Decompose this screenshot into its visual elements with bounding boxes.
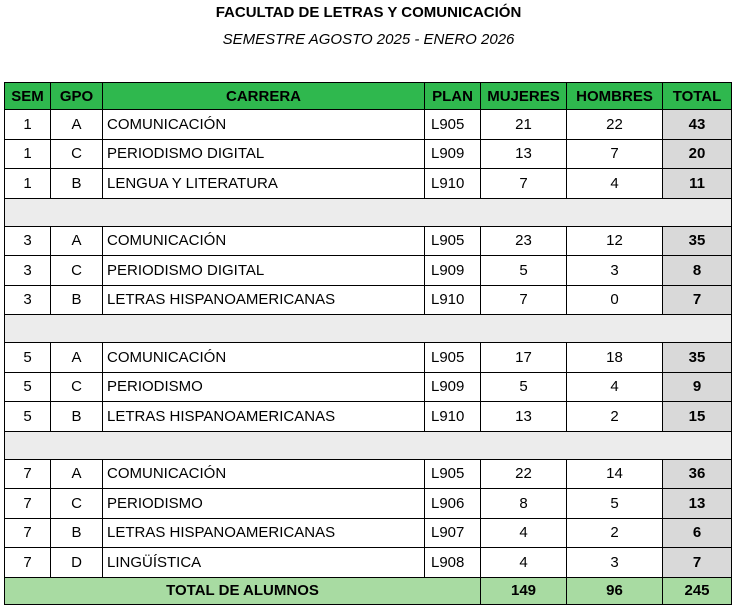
cell-plan: L910 xyxy=(425,285,481,315)
cell-plan: L905 xyxy=(425,459,481,489)
cell-mujeres: 13 xyxy=(481,402,567,432)
cell-gpo: A xyxy=(51,226,103,256)
cell-gpo: A xyxy=(51,343,103,373)
cell-gpo: B xyxy=(51,285,103,315)
cell-total: 9 xyxy=(663,372,732,402)
cell-hombres: 22 xyxy=(567,110,663,140)
cell-mujeres: 8 xyxy=(481,489,567,519)
table-row xyxy=(5,489,732,519)
cell-gpo: A xyxy=(51,459,103,489)
cell-total: 35 xyxy=(663,343,732,373)
table-row xyxy=(5,139,732,169)
totals-hombres: 96 xyxy=(567,577,663,604)
cell-plan: L910 xyxy=(425,169,481,199)
cell-sem: 7 xyxy=(5,489,51,519)
cell-sem: 7 xyxy=(5,548,51,578)
header-row xyxy=(5,83,732,110)
cell-mujeres: 5 xyxy=(481,256,567,286)
cell-carrera: COMUNICACIÓN xyxy=(103,110,425,140)
header-gpo: GPO xyxy=(51,83,103,110)
cell-plan: L909 xyxy=(425,256,481,286)
header-total: TOTAL xyxy=(663,83,732,110)
cell-carrera: LENGUA Y LITERATURA xyxy=(103,169,425,199)
enrollment-table xyxy=(4,82,732,605)
cell-carrera: COMUNICACIÓN xyxy=(103,226,425,256)
cell-sem: 3 xyxy=(5,226,51,256)
cell-mujeres: 17 xyxy=(481,343,567,373)
cell-plan: L910 xyxy=(425,402,481,432)
cell-gpo: D xyxy=(51,548,103,578)
separator-row xyxy=(5,431,732,459)
cell-carrera: COMUNICACIÓN xyxy=(103,459,425,489)
separator-cell xyxy=(5,315,732,343)
cell-carrera: LETRAS HISPANOAMERICANAS xyxy=(103,518,425,548)
cell-total: 8 xyxy=(663,256,732,286)
cell-hombres: 4 xyxy=(567,169,663,199)
cell-total: 20 xyxy=(663,139,732,169)
cell-total: 7 xyxy=(663,548,732,578)
cell-plan: L905 xyxy=(425,343,481,373)
cell-gpo: A xyxy=(51,110,103,140)
cell-hombres: 7 xyxy=(567,139,663,169)
cell-carrera: LETRAS HISPANOAMERICANAS xyxy=(103,402,425,432)
table-row xyxy=(5,256,732,286)
cell-mujeres: 5 xyxy=(481,372,567,402)
cell-total: 13 xyxy=(663,489,732,519)
header-carrera: CARRERA xyxy=(103,83,425,110)
cell-sem: 7 xyxy=(5,459,51,489)
header-plan: PLAN xyxy=(425,83,481,110)
cell-carrera: LINGÜÍSTICA xyxy=(103,548,425,578)
cell-plan: L909 xyxy=(425,139,481,169)
cell-mujeres: 4 xyxy=(481,518,567,548)
cell-gpo: C xyxy=(51,372,103,402)
table-row xyxy=(5,372,732,402)
separator-cell xyxy=(5,431,732,459)
cell-sem: 7 xyxy=(5,518,51,548)
cell-total: 43 xyxy=(663,110,732,140)
header-sem: SEM xyxy=(5,83,51,110)
document-title: FACULTAD DE LETRAS Y COMUNICACIÓN xyxy=(215,4,522,21)
cell-plan: L906 xyxy=(425,489,481,519)
cell-carrera: PERIODISMO DIGITAL xyxy=(103,256,425,286)
cell-mujeres: 13 xyxy=(481,139,567,169)
table-row xyxy=(5,459,732,489)
table-row xyxy=(5,110,732,140)
cell-hombres: 14 xyxy=(567,459,663,489)
cell-gpo: C xyxy=(51,139,103,169)
cell-hombres: 3 xyxy=(567,256,663,286)
cell-carrera: PERIODISMO xyxy=(103,489,425,519)
cell-carrera: PERIODISMO xyxy=(103,372,425,402)
cell-sem: 1 xyxy=(5,110,51,140)
cell-total: 11 xyxy=(663,169,732,199)
cell-hombres: 2 xyxy=(567,402,663,432)
cell-gpo: C xyxy=(51,256,103,286)
cell-total: 6 xyxy=(663,518,732,548)
totals-label: TOTAL DE ALUMNOS xyxy=(5,577,481,604)
totals-mujeres: 149 xyxy=(481,577,567,604)
cell-plan: L905 xyxy=(425,110,481,140)
table-row xyxy=(5,343,732,373)
document-subtitle: SEMESTRE AGOSTO 2025 - ENERO 2026 xyxy=(222,31,515,48)
cell-mujeres: 4 xyxy=(481,548,567,578)
cell-plan: L909 xyxy=(425,372,481,402)
cell-hombres: 18 xyxy=(567,343,663,373)
table-row xyxy=(5,402,732,432)
cell-plan: L908 xyxy=(425,548,481,578)
header-mujeres: MUJERES xyxy=(481,83,567,110)
separator-cell xyxy=(5,198,732,226)
cell-total: 35 xyxy=(663,226,732,256)
header-hombres: HOMBRES xyxy=(567,83,663,110)
separator-row xyxy=(5,198,732,226)
table-row xyxy=(5,226,732,256)
cell-carrera: PERIODISMO DIGITAL xyxy=(103,139,425,169)
cell-total: 7 xyxy=(663,285,732,315)
cell-hombres: 3 xyxy=(567,548,663,578)
cell-sem: 1 xyxy=(5,169,51,199)
table-row xyxy=(5,548,732,578)
cell-total: 15 xyxy=(663,402,732,432)
cell-mujeres: 21 xyxy=(481,110,567,140)
cell-hombres: 4 xyxy=(567,372,663,402)
cell-carrera: LETRAS HISPANOAMERICANAS xyxy=(103,285,425,315)
cell-hombres: 12 xyxy=(567,226,663,256)
cell-sem: 5 xyxy=(5,343,51,373)
cell-sem: 3 xyxy=(5,285,51,315)
table-row xyxy=(5,169,732,199)
table-row xyxy=(5,285,732,315)
totals-total: 245 xyxy=(663,577,732,604)
cell-sem: 1 xyxy=(5,139,51,169)
cell-total: 36 xyxy=(663,459,732,489)
cell-hombres: 5 xyxy=(567,489,663,519)
cell-mujeres: 23 xyxy=(481,226,567,256)
cell-mujeres: 7 xyxy=(481,169,567,199)
cell-gpo: C xyxy=(51,489,103,519)
cell-sem: 5 xyxy=(5,372,51,402)
table-row xyxy=(5,518,732,548)
cell-hombres: 2 xyxy=(567,518,663,548)
cell-sem: 3 xyxy=(5,256,51,286)
separator-row xyxy=(5,315,732,343)
cell-gpo: B xyxy=(51,169,103,199)
cell-gpo: B xyxy=(51,518,103,548)
cell-gpo: B xyxy=(51,402,103,432)
cell-mujeres: 7 xyxy=(481,285,567,315)
cell-mujeres: 22 xyxy=(481,459,567,489)
cell-plan: L905 xyxy=(425,226,481,256)
cell-sem: 5 xyxy=(5,402,51,432)
cell-plan: L907 xyxy=(425,518,481,548)
cell-hombres: 0 xyxy=(567,285,663,315)
cell-carrera: COMUNICACIÓN xyxy=(103,343,425,373)
